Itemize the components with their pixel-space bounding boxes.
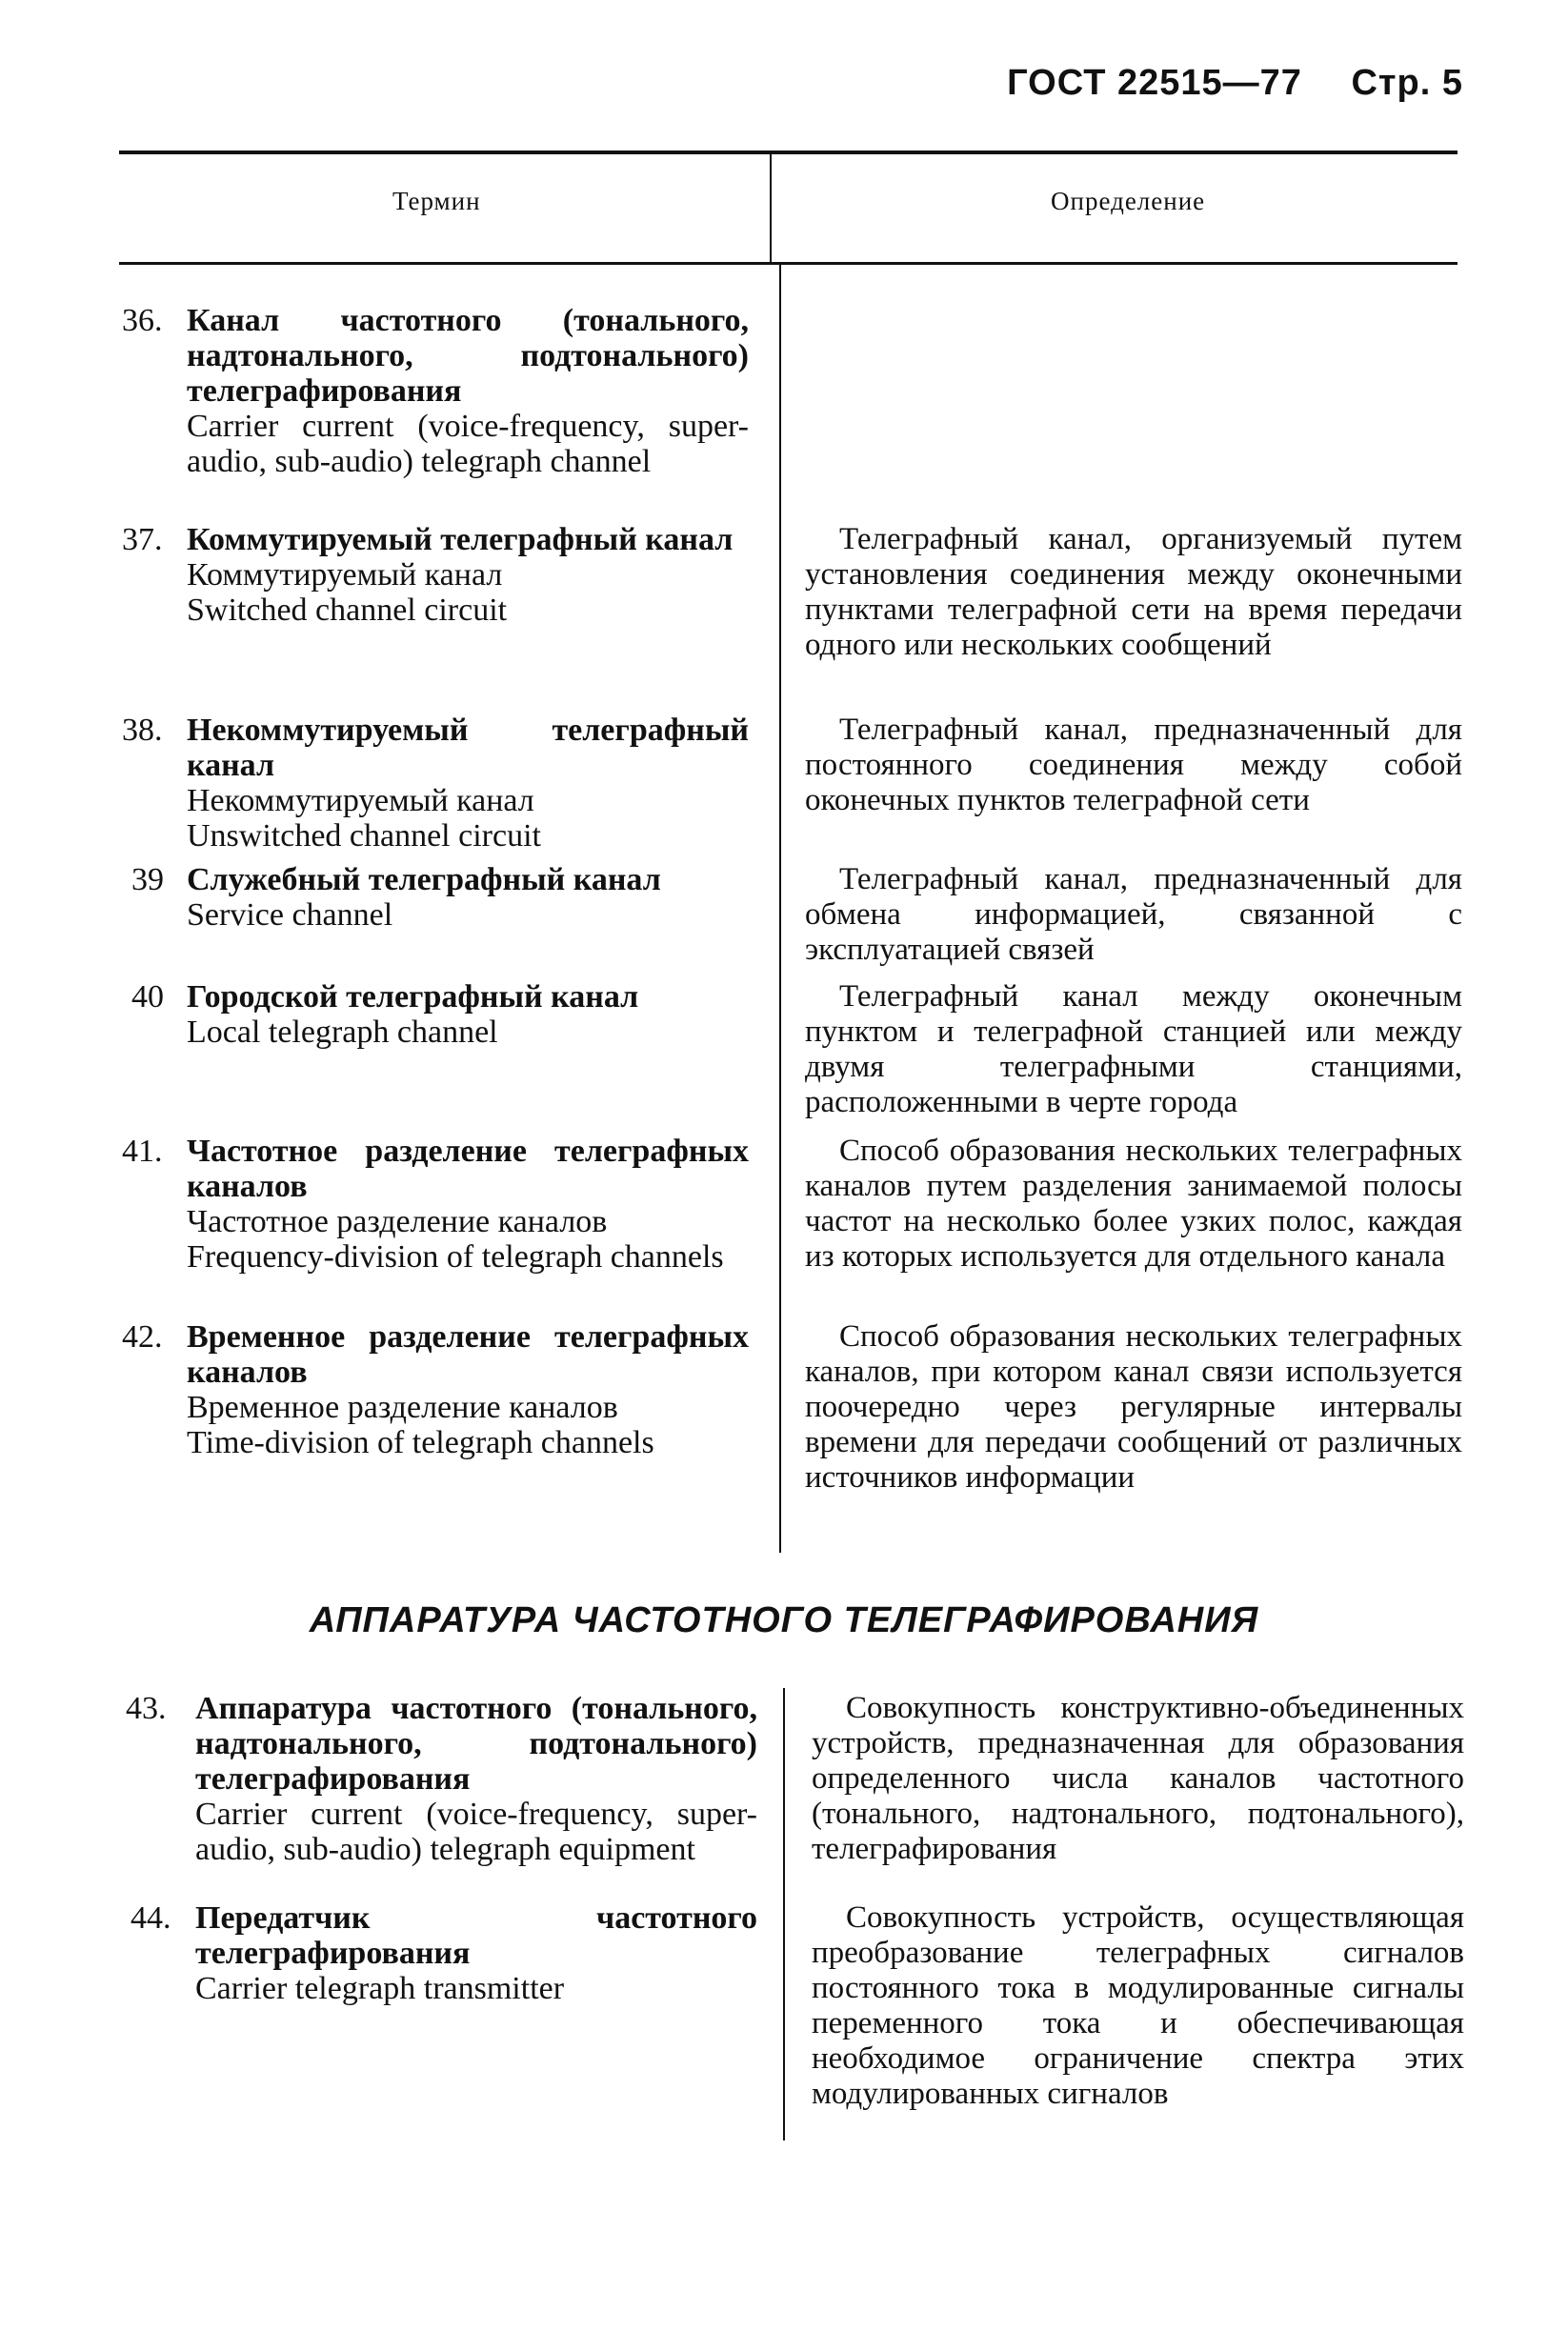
term-english: Unswitched channel circuit [187,818,541,854]
term-russian: Временное разделение телеграфных каналов [187,1319,749,1390]
entry-definition: Телеграфный канал, предназначенный для постоянного соединения между собой оконечных пунктов телеграфной сети [805,713,1462,817]
entry-definition: Телеграфный канал, организуемый путем установления соединения между оконечными пунктами телеграфной сети на время передачи одного или нескольких сообщений [805,522,1462,662]
entry-number: 36. [122,303,163,338]
entry-term [187,303,749,479]
term-short: Частотное разделение каналов [187,1204,608,1239]
entry-number: 37. [122,522,163,557]
entry-definition: Способ образования нескольких телеграфных каналов путем разделения занимаемой полосы частот на несколько более узких полос, каждая из которых используется для отдельного канала [805,1134,1462,1274]
entry-number: 40 [131,979,164,1015]
term-short: Некоммутируемый канал [187,783,534,818]
term-english: Frequency-division of telegraph channels [187,1239,724,1275]
entry-term [187,522,749,628]
entry-number: 44. [131,1900,171,1936]
standard-number: ГОСТ 22515—77 [1007,63,1302,103]
column-divider-section2 [783,1688,785,2140]
entry-number: 43. [126,1691,167,1726]
term-english: Carrier current (voice-frequency, super-audio, sub-audio) telegraph equipment [195,1797,757,1867]
term-russian: Коммутируемый телеграфный канал [187,522,734,557]
entry-number: 41. [122,1134,163,1169]
entry-term [187,1134,749,1275]
entry-definition: Телеграфный канал, предназначенный для обмена информацией, связанной с эксплуатацией связей [805,862,1462,967]
page-number: Стр. 5 [1351,63,1463,103]
term-short: Временное разделение каналов [187,1390,618,1425]
term-russian: Служебный телеграфный канал [187,862,661,897]
term-russian: Городской телеграфный канал [187,979,639,1015]
term-short: Коммутируемый канал [187,557,503,593]
entry-definition: Совокупность конструктивно-объединенных устройств, предназначенная для образования определенного числа каналов частотного (тонального, надтонального, подтонального), телеграфирования [812,1691,1464,1866]
term-russian: Некоммутируемый телеграфный канал [187,713,749,783]
table-top-rule [119,151,1457,154]
entry-term [187,1319,749,1460]
column-header-term: Термин [392,187,481,215]
column-header-definition: Определение [1051,187,1206,215]
entry-term [187,862,749,933]
term-english: Time-division of telegraph channels [187,1425,654,1460]
entry-term [187,713,749,854]
entry-definition: Телеграфный канал между оконечным пунктом и телеграфной станцией или между двумя телеграфными станциями, расположенными в черте города [805,979,1462,1119]
term-english: Carrier current (voice-frequency, super-audio, sub-audio) telegraph channel [187,409,749,479]
term-english: Service channel [187,897,393,933]
term-english: Switched channel circuit [187,593,508,628]
entry-number: 39 [131,862,164,897]
entry-number: 42. [122,1319,163,1355]
term-english: Carrier telegraph transmitter [195,1971,565,2006]
term-english: Local telegraph channel [187,1015,498,1050]
column-divider-header [770,152,772,262]
page-header [1007,63,1463,104]
entry-number: 38. [122,713,163,748]
column-divider [779,265,781,1553]
entry-term [195,1691,757,1867]
entry-term [187,979,749,1050]
term-russian: Аппаратура частотного (тонального, надтонального, подтонального) телеграфирования [195,1691,757,1797]
section-title: АППАРАТУРА ЧАСТОТНОГО ТЕЛЕГРАФИРОВАНИЯ [309,1600,1259,1640]
entry-definition: Способ образования нескольких телеграфных каналов, при котором канал связи используется поочередно через регулярные интервалы времени для передачи сообщений от различных источников информации [805,1319,1462,1495]
entry-term [195,1900,757,2006]
term-russian: Передатчик частотного телеграфирования [195,1900,757,1971]
entry-definition: Совокупность устройств, осуществляющая преобразование телеграфных сигналов постоянного тока в модулированные сигналы переменного тока и обеспечивающая необходимое ограничение спектра этих модулированных сигналов [812,1900,1464,2111]
term-russian: Частотное разделение телеграфных каналов [187,1134,749,1204]
table-header-rule [119,262,1457,265]
term-russian: Канал частотного (тонального, надтонального, подтонального) телеграфирования [187,303,749,409]
